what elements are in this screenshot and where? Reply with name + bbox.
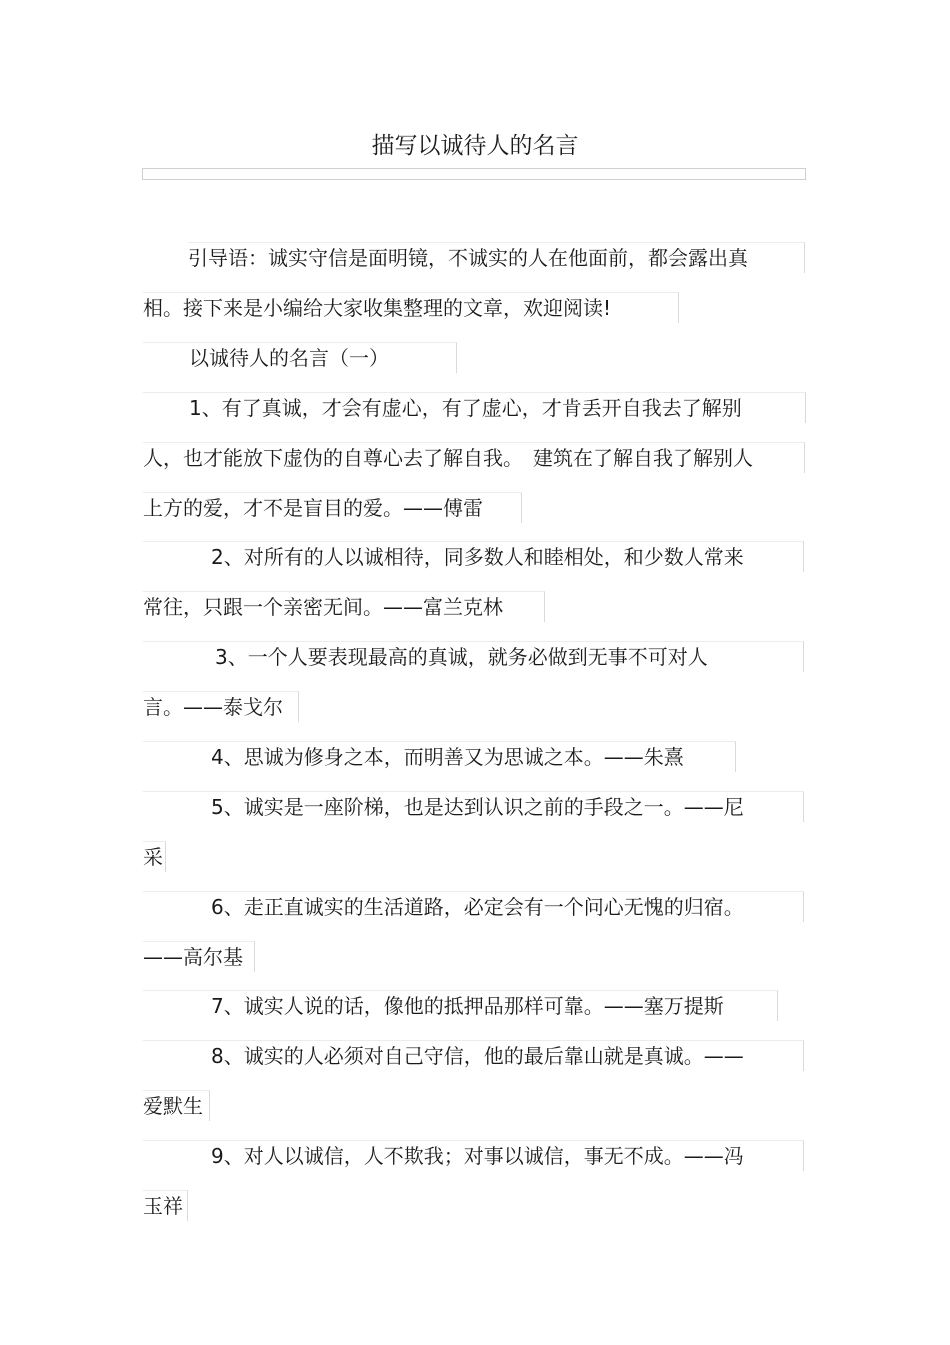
section-heading: 以诚待人的名言（一） — [143, 342, 457, 373]
quote-1-line-2: 人，也才能放下虚伪的自尊心去了解自我。 建筑在了解自我了解别人 — [143, 442, 805, 473]
intro-line-2: 相。接下来是小编给大家收集整理的文章，欢迎阅读! — [143, 292, 679, 323]
quote-8-line-2: 爱默生 — [143, 1090, 210, 1121]
quote-3-line-2: 言。——泰戈尔 — [143, 691, 299, 722]
quote-5-line-1: 5、诚实是一座阶梯，也是达到认识之前的手段之一。——尼 — [143, 791, 804, 822]
quote-2-line-2: 常往，只跟一个亲密无间。——富兰克林 — [143, 591, 545, 622]
title-divider — [142, 168, 806, 180]
quote-9-line-1: 9、对人以诚信，人不欺我；对事以诚信，事无不成。——冯 — [143, 1140, 804, 1171]
quote-9-line-2: 玉祥 — [143, 1190, 188, 1221]
quote-6-line-2: ——高尔基 — [143, 941, 255, 972]
quote-8-line-1: 8、诚实的人必须对自己守信，他的最后靠山就是真诚。—— — [143, 1040, 804, 1071]
quote-7-line-1: 7、诚实人说的话，像他的抵押品那样可靠。——塞万提斯 — [143, 990, 778, 1021]
quote-2-line-1: 2、对所有的人以诚相待，同多数人和睦相处，和少数人常来 — [143, 541, 804, 572]
quote-3-line-1: 3、一个人要表现最高的真诚，就务必做到无事不可对人 — [143, 641, 804, 672]
quote-6-line-1: 6、走正直诚实的生活道路，必定会有一个问心无愧的归宿。 — [143, 891, 804, 922]
intro-line-1: 引导语：诚实守信是面明镜，不诚实的人在他面前，都会露出真 — [188, 242, 805, 273]
quote-1-line-1: 1、有了真诚，才会有虚心，有了虚心，才肯丢开自我去了解别 — [143, 392, 806, 423]
quote-5-line-2: 采 — [143, 841, 166, 872]
page-title: 描写以诚待人的名言 — [371, 133, 579, 159]
quote-4-line-1: 4、思诚为修身之本，而明善又为思诚之本。——朱熹 — [143, 741, 736, 772]
quote-1-line-3: 上方的爱，才不是盲目的爱。——傅雷 — [143, 492, 522, 523]
